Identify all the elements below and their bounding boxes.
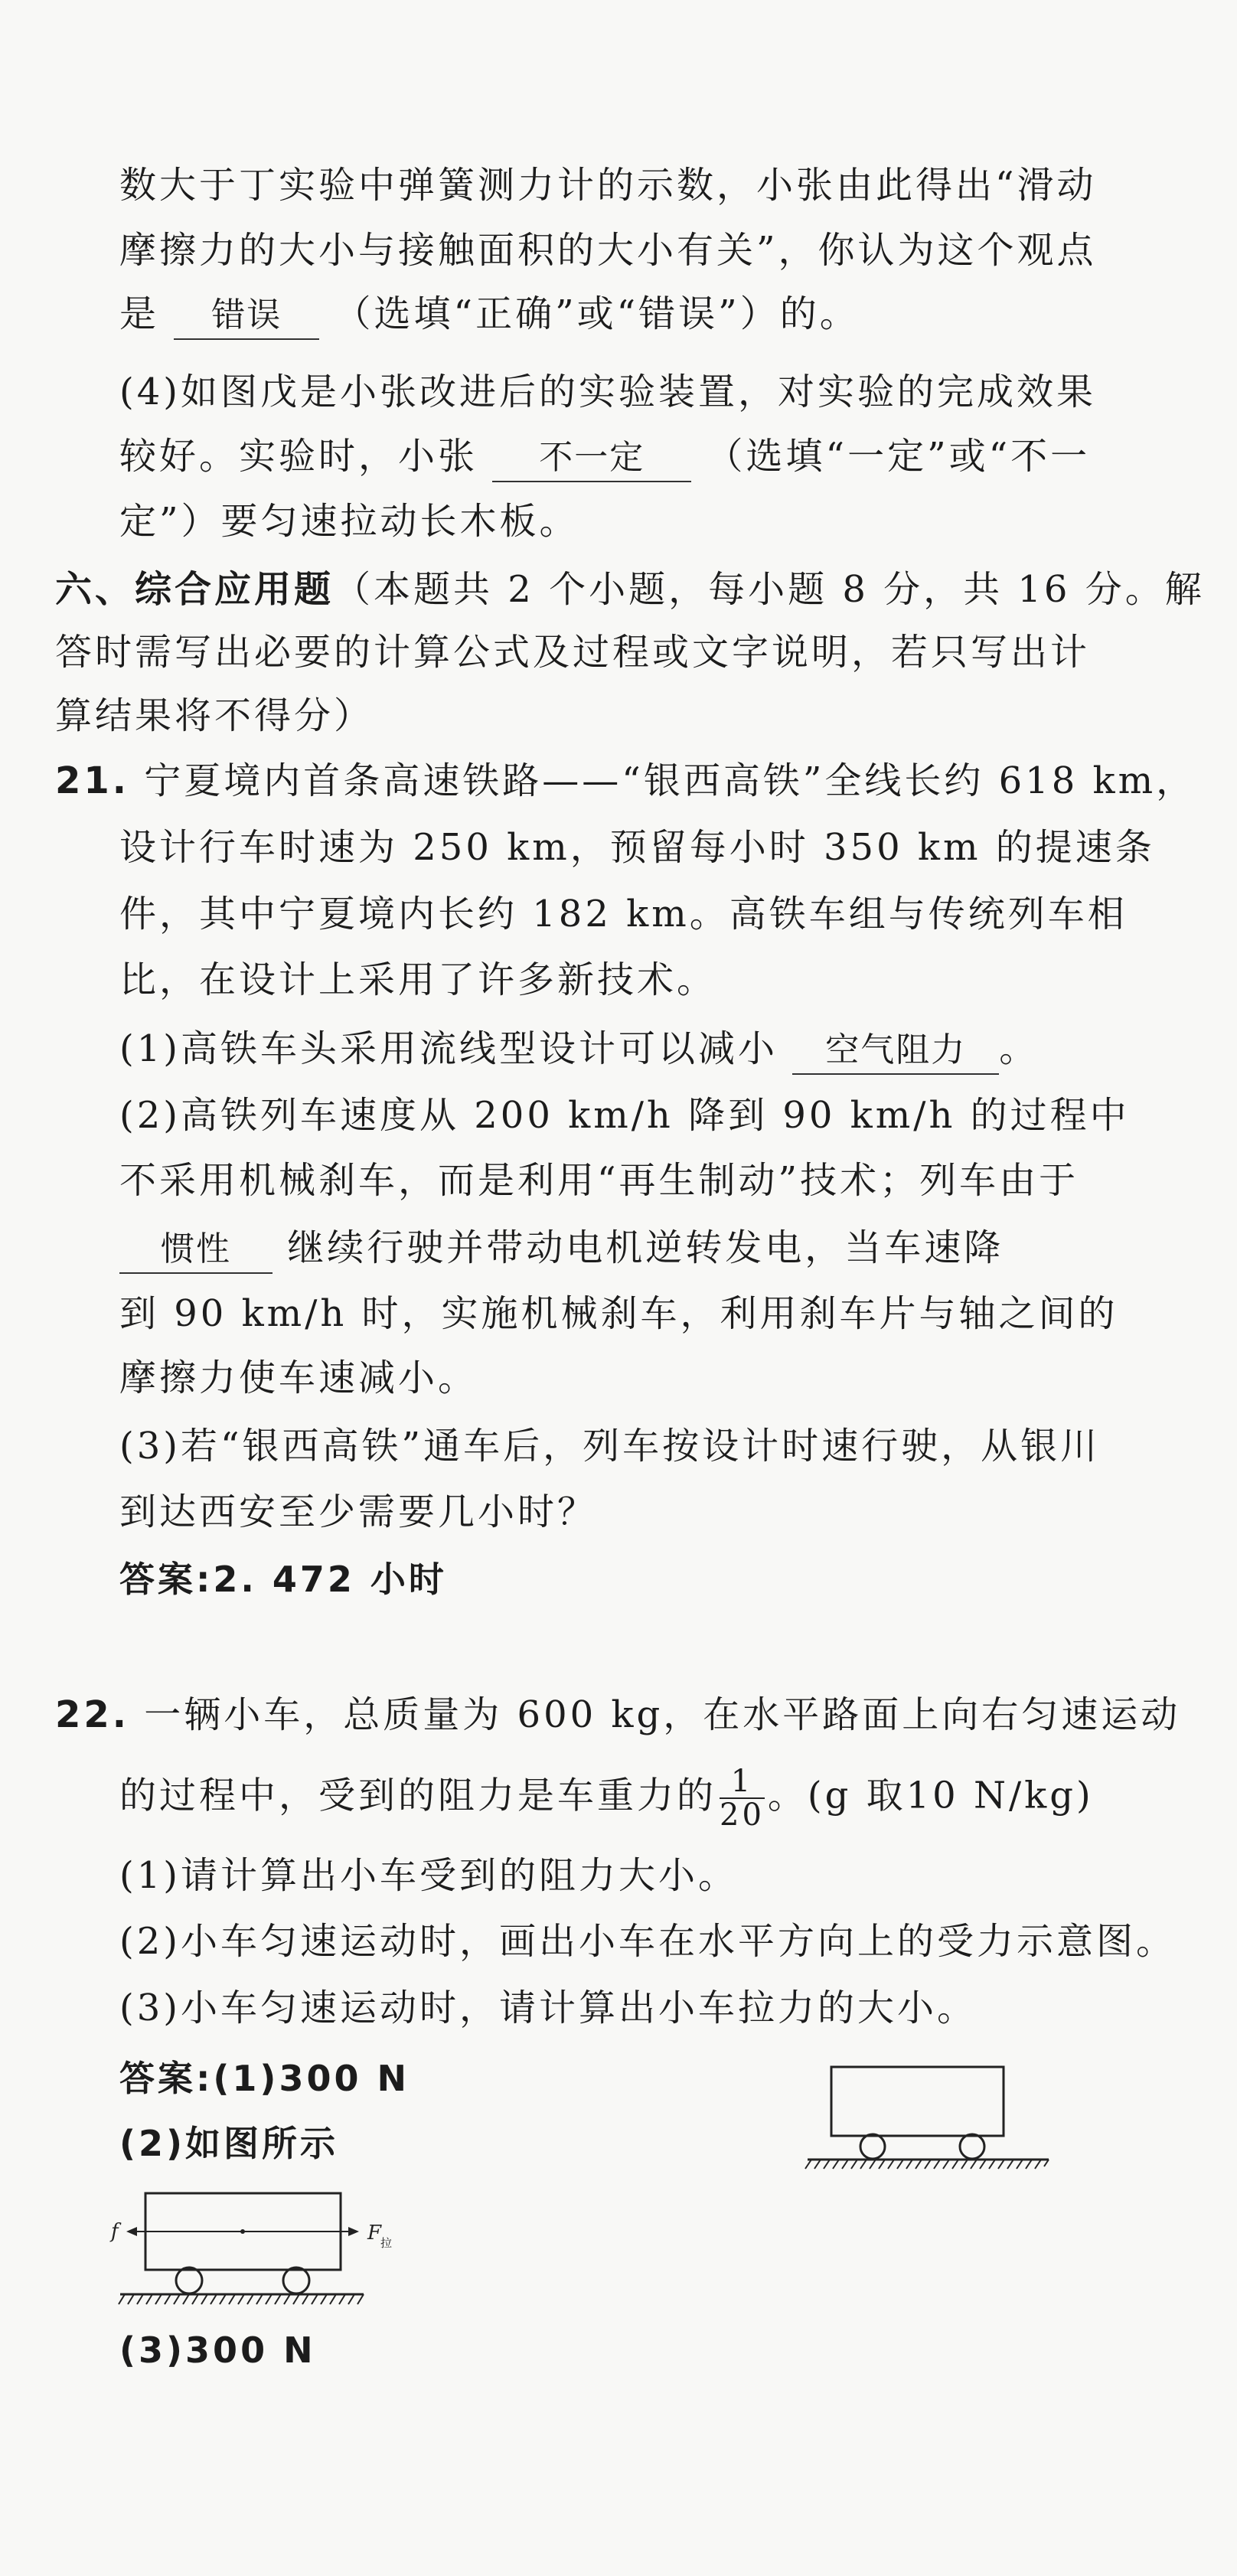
q21-line4: 比，在设计上采用了许多新技术。 [119,958,717,1001]
fraction-numerator: 1 [720,1765,765,1799]
answer-blank-3: 空气阻力 [792,1027,999,1075]
fraction [720,1765,765,1831]
q20-line4: (4)如图戊是小张改进后的实验装置，对实验的完成效果 [119,371,1096,413]
q21-part1 [119,1026,1039,1075]
fraction-denominator: 20 [720,1797,765,1833]
ground-hatch [805,2160,1049,2169]
q21-part2-line5: 摩擦力使车速减小。 [119,1357,478,1399]
q21-line1-text: 宁夏境内首条高速铁路——“银西高铁”全线长约 618 km， [144,759,1196,802]
section-note-1: （本题共 2 个小题，每小题 8 分，共 16 分。解 [334,568,1205,611]
force-origin-dot [240,2229,245,2234]
q20-line5-pre: 较好。实验时，小张 [119,435,478,478]
friction-arrowhead [126,2227,137,2236]
q21-part3-line1: (3)若“银西高铁”通车后，列车按设计时速行驶，从银川 [119,1425,1101,1468]
q21-part2-line2: 不采用机械刹车，而是利用“再生制动”技术；列车由于 [119,1159,1079,1202]
q21-part3-line2: 到达西安至少需要几小时？ [119,1490,598,1533]
question-number: 22. [55,1693,130,1736]
q21-answer: 答案:2. 472 小时 [119,1559,447,1600]
pull-force-label: F [367,2222,382,2245]
q20-line3-pre: 是 [119,292,160,335]
q20-line6: 定”）要匀速拉动长木板。 [119,500,579,543]
section-note-2: 答时需写出必要的计算公式及过程或文字说明，若只写出计 [55,631,1091,674]
q22-part3: (3)小车匀速运动时，请计算出小车拉力的大小。 [119,1987,977,2029]
ground-hatch [119,2294,364,2304]
q22-part1: (1)请计算出小车受到的阻力大小。 [119,1854,738,1897]
q20-line5 [119,433,1090,482]
q22-line1 [55,1692,1180,1738]
cart-wheel-right [960,2134,984,2159]
q22-part2: (2)小车匀速运动时，画出小车在水平方向上的受力示意图。 [119,1920,1176,1963]
q20-line5-post: （选填“一定”或“不一 [706,435,1091,478]
q21-part2-line3 [119,1225,1004,1274]
pull-force-subscript: 拉 [380,2236,393,2250]
cart-body [831,2067,1004,2136]
section-heading: 六、综合应用题 [55,568,335,611]
q22-answer-2: (2)如图所示 [119,2123,339,2164]
friction-label: f [111,2220,119,2243]
section-note-3: 算结果将不得分） [55,694,374,737]
q21-part2-line1: (2)高铁列车速度从 200 km/h 降到 90 km/h 的过程中 [119,1094,1130,1137]
q22-line2-post: 。(g 取10 N/kg) [767,1774,1094,1817]
cart-wheel-left [860,2134,885,2159]
q21-part1-pre: (1)高铁车头采用流线型设计可以减小 [119,1027,778,1070]
q22-answer-1: 答案:(1)300 N [119,2058,410,2099]
q21-part1-post: 。 [999,1027,1040,1070]
q22-answer-3: (3)300 N [119,2330,316,2371]
q22-line2 [119,1765,1094,1831]
q22-line2-pre: 的过程中，受到的阻力是车重力的 [119,1774,717,1817]
q20-line3 [119,291,860,340]
q21-line3: 件，其中宁夏境内长约 182 km。高铁车组与传统列车相 [119,893,1128,935]
question-number: 21. [55,759,130,802]
q21-line1 [55,758,1196,804]
cart-wheel-left [176,2267,202,2294]
pull-arrowhead [348,2227,359,2236]
force-diagram [103,2186,410,2320]
section6-line1 [55,566,1205,612]
q20-line1: 数大于丁实验中弹簧测力计的示数，小张由此得出“滑动 [119,164,1097,207]
q21-line2: 设计行车时速为 250 km，预留每小时 350 km 的提速条 [119,826,1155,869]
q21-part2-line3-post: 继续行驶并带动电机逆转发电，当车速降 [287,1226,1004,1269]
cart-figure [804,2059,1056,2182]
q22-line1-text: 一辆小车，总质量为 600 kg，在水平路面上向右匀速运动 [144,1693,1181,1736]
answer-blank-2: 不一定 [492,435,691,482]
q20-line3-post: （选填“正确”或“错误”）的。 [334,292,860,335]
answer-blank-1: 错误 [174,292,319,340]
answer-blank-4: 惯性 [119,1226,273,1274]
cart-wheel-right [283,2267,309,2294]
q21-part2-line4: 到 90 km/h 时，实施机械刹车，利用刹车片与轴之间的 [119,1292,1118,1335]
q20-line2: 摩擦力的大小与接触面积的大小有关”，你认为这个观点 [119,229,1097,272]
